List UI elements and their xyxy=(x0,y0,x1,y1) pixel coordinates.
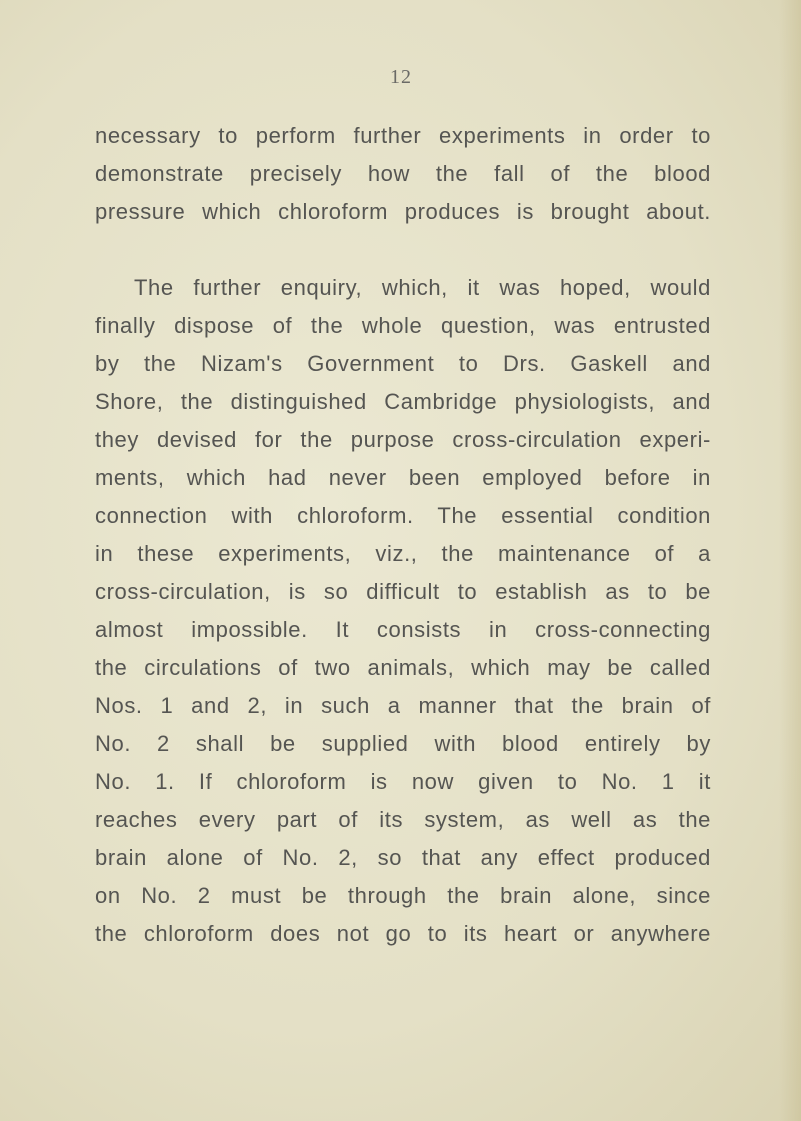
text-line: necessary to perform further experiments in order to xyxy=(95,123,711,148)
text-line: they devised for the purpose cross-circulation experi- xyxy=(95,427,711,452)
text-line: almost impossible. It consists in cross-connecting xyxy=(95,617,711,642)
text-line: the circulations of two animals, which may be called xyxy=(95,655,711,680)
text-line: on No. 2 must be through the brain alone, since xyxy=(95,883,711,908)
text-line: demonstrate precisely how the fall of the blood xyxy=(95,161,711,186)
text-line: finally dispose of the whole question, was entrusted xyxy=(95,313,711,338)
text-line: Shore, the distinguished Cambridge physiologists, and xyxy=(95,389,711,414)
text-line: ments, which had never been employed before in xyxy=(95,465,711,490)
text-line: The further enquiry, which, it was hoped, would xyxy=(134,275,711,300)
text-line: Nos. 1 and 2, in such a manner that the brain of xyxy=(95,693,711,718)
page-number: 12 xyxy=(390,66,412,88)
text-line: pressure which chloroform produces is brought about. xyxy=(95,199,711,224)
text-line: by the Nizam's Government to Drs. Gaskell and xyxy=(95,351,711,376)
text-line: brain alone of No. 2, so that any effect produced xyxy=(95,845,711,870)
text-line: reaches every part of its system, as well as the xyxy=(95,807,711,832)
text-line: No. 2 shall be supplied with blood entirely by xyxy=(95,731,711,756)
page-edge-shadow xyxy=(779,0,801,1121)
text-line: cross-circulation, is so difficult to establish as to be xyxy=(95,579,711,604)
text-line: the chloroform does not go to its heart or anywhere xyxy=(95,921,711,946)
text-line: in these experiments, viz., the maintenance of a xyxy=(95,541,711,566)
text-line: connection with chloroform. The essential condition xyxy=(95,503,711,528)
text-line: No. 1. If chloroform is now given to No. 1 it xyxy=(95,769,711,794)
